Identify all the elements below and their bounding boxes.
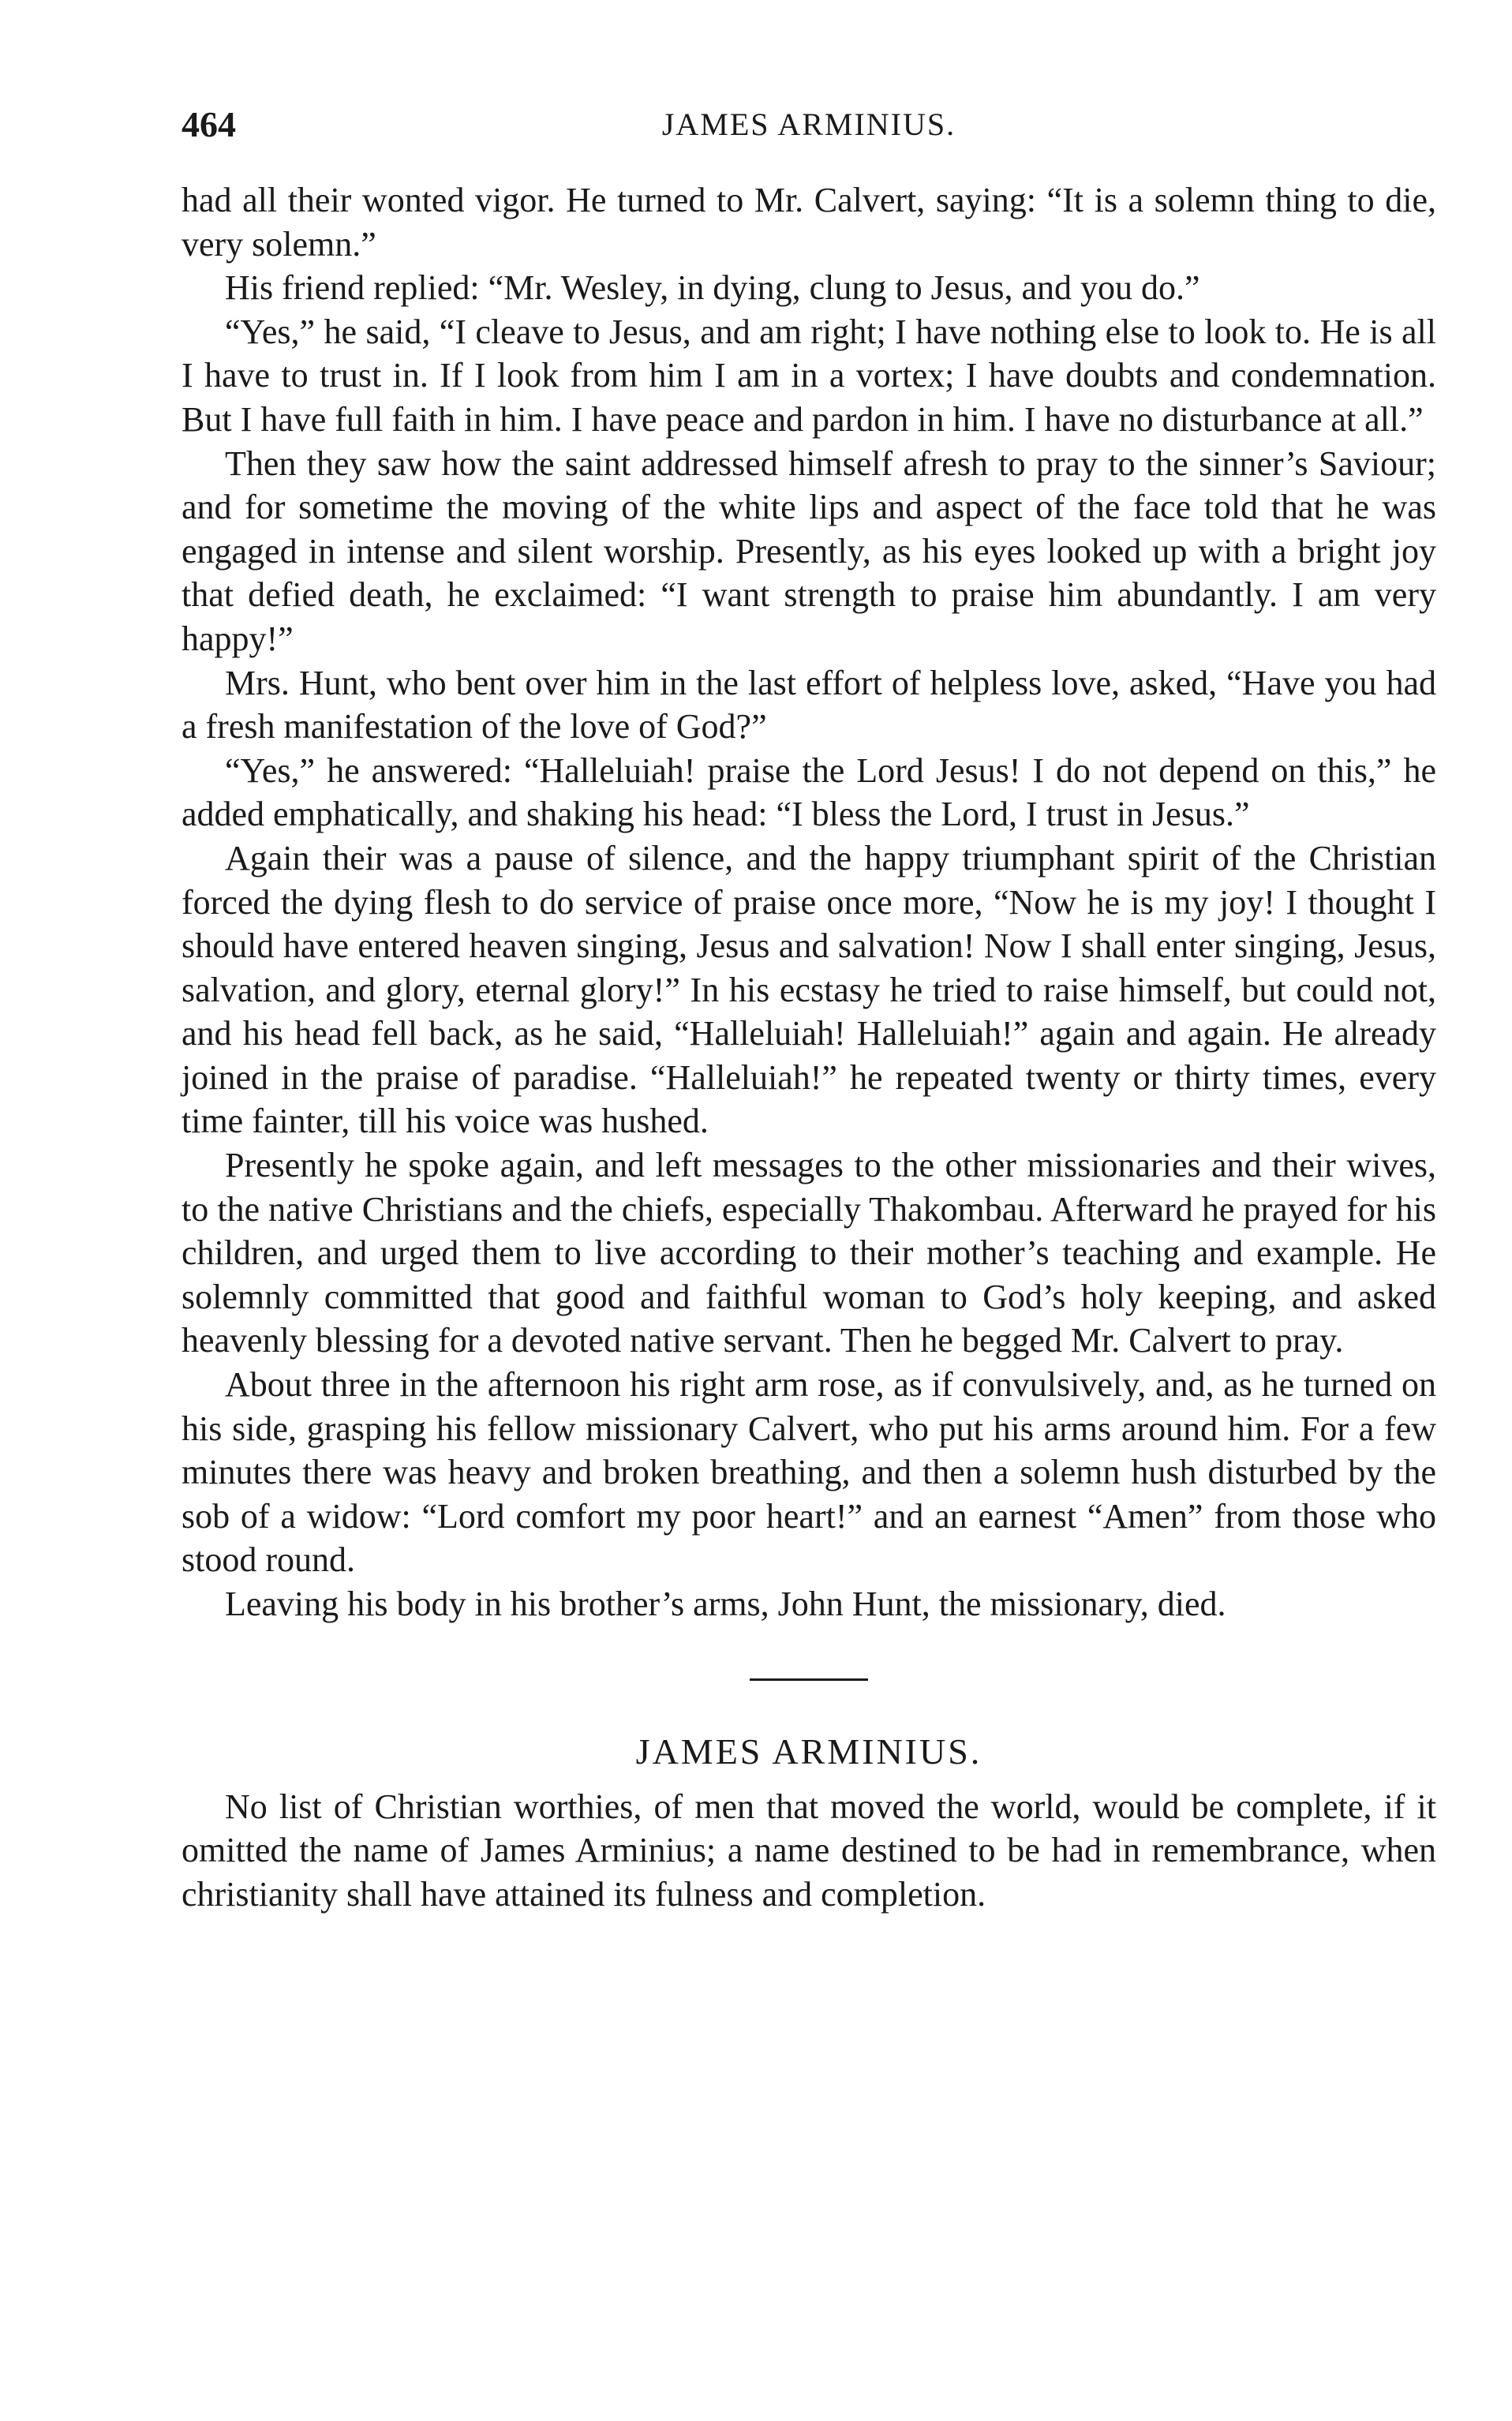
section-divider (750, 1678, 868, 1681)
running-head (182, 101, 1436, 156)
paragraph: Mrs. Hunt, who bent over him in the last effort of helpless love, asked, “Have you had a fresh manifestation of the love of God?” (182, 663, 1436, 747)
page-number: 464 (182, 104, 236, 144)
paragraph: About three in the afternoon his right arm rose, as if convulsively, and, as he turned on his side, grasping his fellow missionary Calvert, who put his arms around him. For a few minutes there was heavy and broken breathing, and then a solemn hush disturbed by the sob of a widow: “Lord comfort my poor heart!” and an earnest “Amen” from those who stood round. (182, 1365, 1436, 1580)
section-paragraph: No list of Christian worthies, of men that moved the world, would be complete, if it omitted the name of James Arminius; a name destined to be had in remembrance, when christianity shall have attained its fulness and completion. (182, 1787, 1436, 1914)
paragraph: Again their was a pause of silence, and the happy triumphant spirit of the Christian forced the dying flesh to do service of praise once more, “Now he is my joy! I thought I should have entered heaven singing, Jesus and salvation! Now I shall enter singing, Jesus, salvation, and glory, eternal glory!” In his ecstasy he tried to raise himself, but could not, and his head fell back, as he said, “Halleluiah! Halleluiah!” again and again. He already joined in the praise of paradise. “Halleluiah!” he repeated twenty or thirty times, every time fainter, till his voice was hushed. (182, 838, 1436, 1141)
running-title: JAMES ARMINIUS. (661, 107, 956, 142)
paragraph: “Yes,” he said, “I cleave to Jesus, and am right; I have nothing else to look to. He is all I have to trust in. If I look from him I am in a vortex; I have doubts and condemnation. But I have full faith in him. I have peace and pardon in him. I have no disturbance at all.” (182, 312, 1436, 439)
paragraph: “Yes,” he answered: “Halleluiah! praise the Lord Jesus! I do not depend on this,” he added emphatically, and shaking his head: “I bless the Lord, I trust in Jesus.” (182, 750, 1436, 834)
text-block (182, 178, 1436, 1916)
paragraph: Presently he spoke again, and left messages to the other missionaries and their wives, to the native Christians and the chiefs, especially Thakombau. Afterward he prayed for his children, and urged them to live according to their mother’s teaching and example. He solemnly committed that good and faithful woman to God’s holy keeping, and asked heavenly blessing for a devoted native servant. Then he begged Mr. Calvert to pray. (182, 1146, 1436, 1360)
paragraph: Then they saw how the saint addressed himself afresh to pray to the sinner’s Saviour; and for sometime the moving of the white lips and aspect of the face told that he was engaged in intense and silent worship. Presently, as his eyes looked up with a bright joy that defied death, he exclaimed: “I want strength to praise him abundantly. I am very happy!” (182, 443, 1436, 658)
paragraph: His friend replied: “Mr. Wesley, in dying, clung to Jesus, and you do.” (225, 268, 1200, 308)
paragraph: Leaving his body in his brother’s arms, John Hunt, the missionary, died. (225, 1585, 1226, 1623)
paragraph-continued: had all their wonted vigor. He turned to Mr. Calvert, saying: “It is a solemn thing to die, very solemn.” (182, 181, 1436, 264)
section-heading: JAMES ARMINIUS. (635, 1731, 982, 1772)
